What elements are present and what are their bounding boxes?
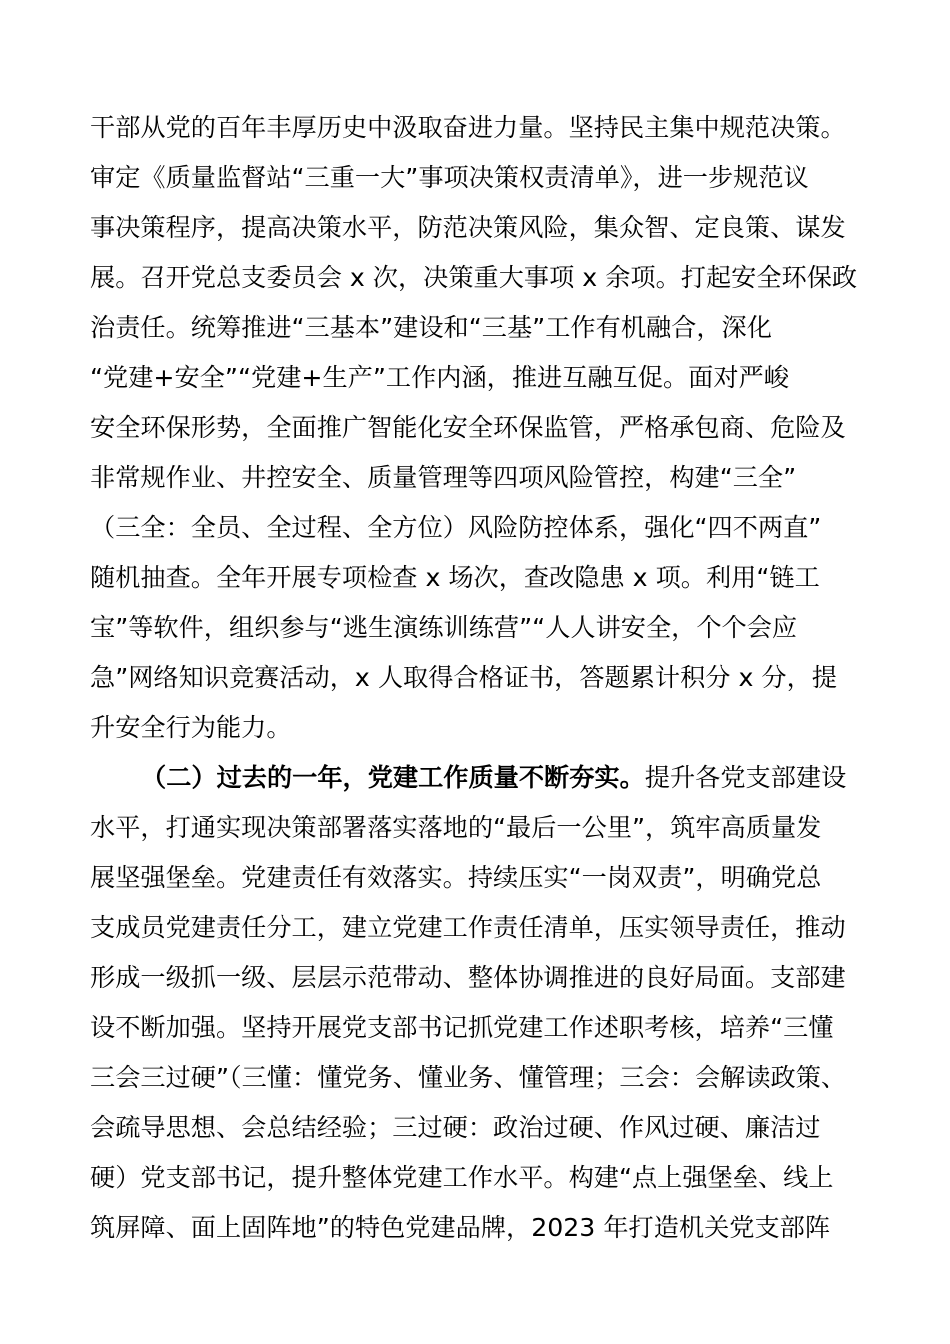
text-line: 水平，打通实现决策部署落实落地的“最后一公里”，筑牢高质量发 (90, 813, 822, 842)
text-line: 形成一级抓一级、层层示范带动、整体协调推进的良好局面。支部建 (90, 963, 846, 992)
text-line: 硬）党支部书记，提升整体党建工作水平。构建“点上强堡垒、线上 (90, 1163, 834, 1192)
section-heading: （二）过去的一年，党建工作质量不断夯实。 (141, 763, 645, 792)
text-line: 非常规作业、井控安全、质量管理等四项风险管控，构建“三全” (90, 463, 797, 492)
text-line: “党建+安全”“党建+生产”工作内涵，推进互融互促。面对严峻 (90, 363, 789, 392)
text-line: 会疏导思想、会总结经验；三过硬：政治过硬、作风过硬、廉洁过 (90, 1113, 821, 1142)
text-line: 安全环保形势，全面推广智能化安全环保监管，严格承包商、危险及 (90, 413, 846, 442)
text-line: 干部从党的百年丰厚历史中汲取奋进力量。坚持民主集中规范决策。 (90, 113, 846, 142)
text-line: 筑屏障、面上固阵地”的特色党建品牌，2023 年打造机关党支部阵 (90, 1213, 831, 1242)
text-line: 事决策程序，提高决策水平，防范决策风险，集众智、定良策、谋发 (90, 213, 846, 242)
text-line: 急”网络知识竞赛活动，x 人取得合格证书，答题累计积分 x 分，提 (90, 663, 837, 692)
paragraph-2-first-line (141, 758, 846, 798)
text-line: 展。召开党总支委员会 x 次，决策重大事项 x 余项。打起安全环保政 (90, 263, 858, 292)
text-line: 展坚强堡垒。党建责任有效落实。持续压实“一岗双责”，明确党总 (90, 863, 822, 892)
text-line: 宝”等软件，组织参与“逃生演练训练营”“人人讲安全，个个会应 (90, 613, 798, 642)
text-line: 升安全行为能力。 (90, 713, 292, 742)
text-line: 三会三过硬”（三懂：懂党务、懂业务、懂管理；三会：会解读政策、 (90, 1063, 847, 1092)
text-line: 提升各党支部建设 (644, 763, 847, 792)
text-line: 审定《质量监督站“三重一大”事项决策权责清单》，进一步规范议 (90, 163, 809, 192)
text-line: 支成员党建责任分工，建立党建工作责任清单，压实领导责任，推动 (90, 913, 846, 942)
text-line: 设不断加强。坚持开展党支部书记抓党建工作述职考核，培养“三懂 (90, 1013, 834, 1042)
text-line: （三全：全员、全过程、全方位）风险防控体系，强化“四不两直” (90, 513, 822, 542)
text-line: 治责任。统筹推进“三基本”建设和“三基”工作有机融合，深化 (90, 313, 772, 342)
text-line: 随机抽查。全年开展专项检查 x 场次，查改隐患 x 项。利用“链工 (90, 563, 820, 592)
